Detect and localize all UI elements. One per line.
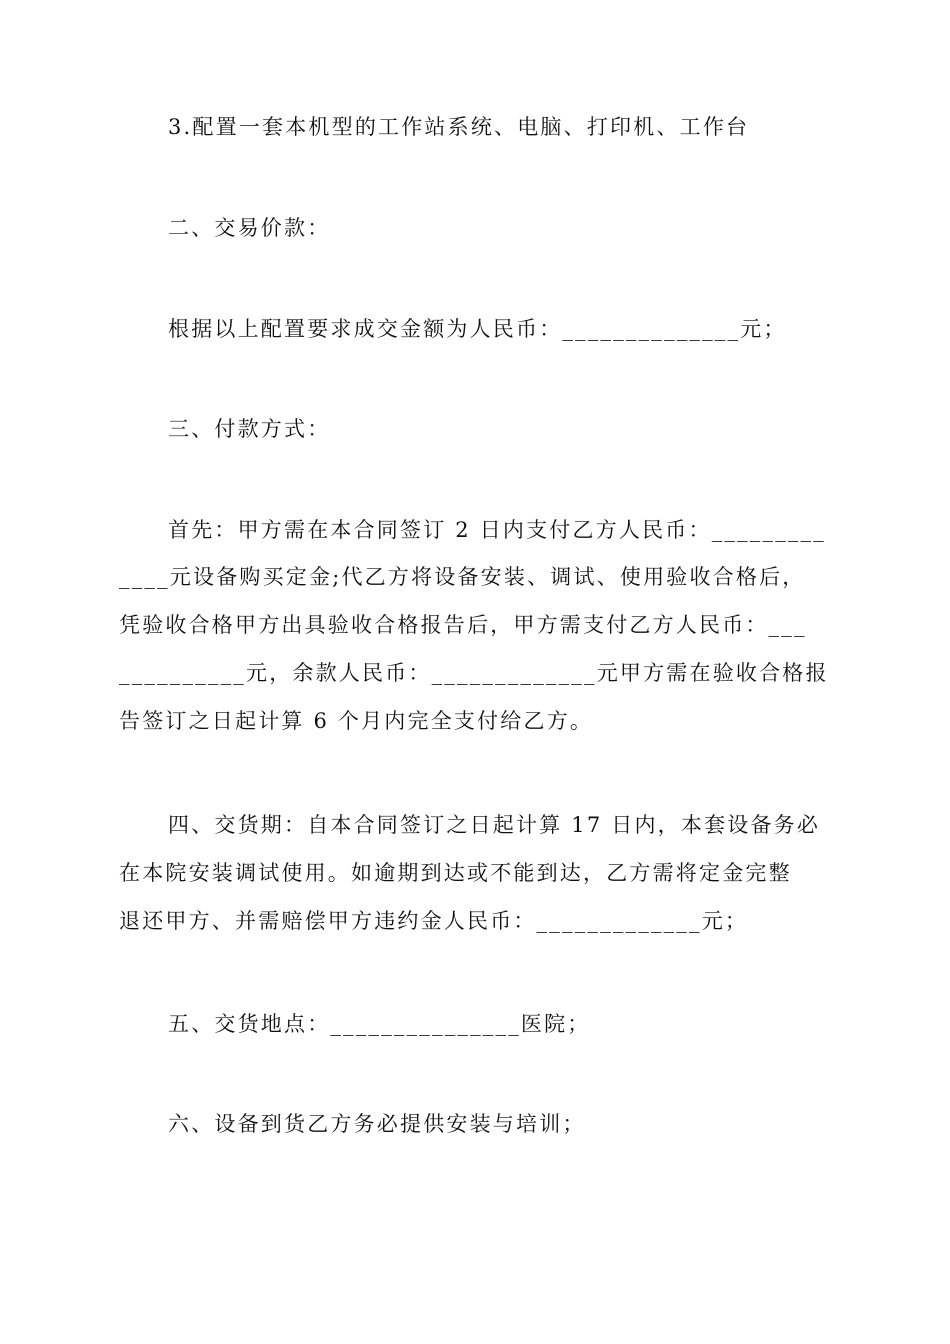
payment-paragraph-line-5: 告签订之日起计算 6 个月内完全支付给乙方。 bbox=[119, 709, 594, 733]
payment-paragraph-line-4: __________元，余款人民币：_____________元甲方需在验收合格报 bbox=[119, 661, 829, 685]
delivery-location: 五、交货地点：_______________医院； bbox=[168, 1012, 591, 1036]
section-heading-payment: 三、付款方式： bbox=[168, 417, 331, 441]
payment-paragraph-line-3: 凭验收合格甲方出具验收合格报告后，甲方需支付乙方人民币：___ bbox=[119, 613, 807, 637]
delivery-period-line-1: 四、交货期：自本合同签订之日起计算 17 日内，本套设备务必 bbox=[168, 813, 821, 837]
config-item-3: 3.配置一套本机型的工作站系统、电脑、打印机、工作台 bbox=[168, 115, 750, 139]
installation-training: 六、设备到货乙方务必提供安装与培训； bbox=[168, 1112, 586, 1136]
payment-paragraph-line-2: ____元设备购买定金;代乙方将设备安装、调试、使用验收合格后， bbox=[119, 565, 806, 589]
delivery-period-line-3: 退还甲方、并需赔偿甲方违约金人民币：_____________元； bbox=[119, 909, 749, 933]
delivery-period-line-2: 在本院安装调试使用。如逾期到达或不能到达，乙方需将定金完整 bbox=[119, 861, 792, 885]
price-paragraph: 根据以上配置要求成交金额为人民币：______________元； bbox=[168, 317, 787, 341]
payment-paragraph-line-1: 首先：甲方需在本合同签订 2 日内支付乙方人民币：_________ bbox=[168, 518, 827, 542]
section-heading-price: 二、交易价款： bbox=[168, 216, 331, 240]
